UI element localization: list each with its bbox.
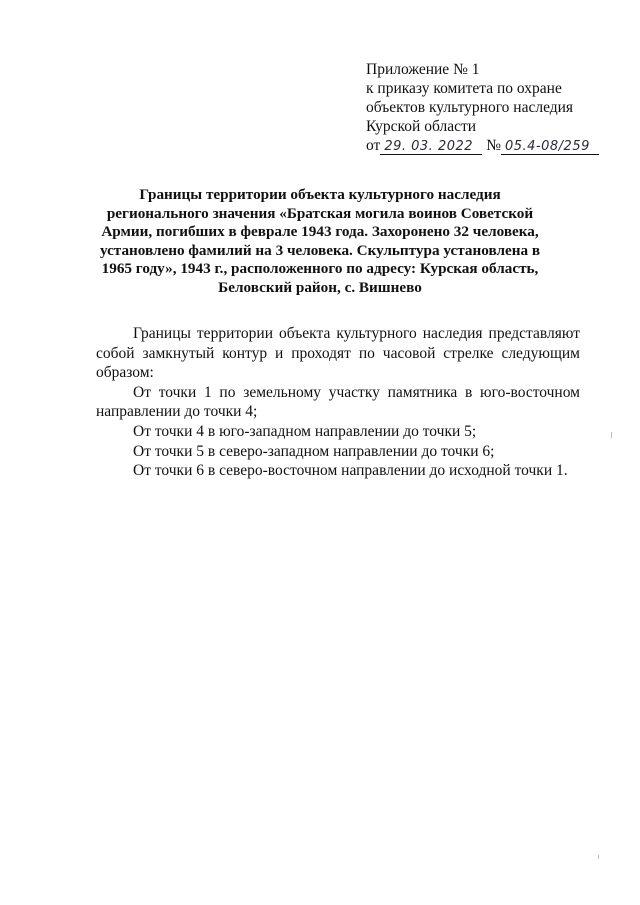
appendix-header: [366, 60, 626, 155]
scan-speck: [611, 432, 612, 438]
appendix-committee: объектов культурного наследия: [366, 99, 574, 116]
handwritten-order-number: 05.4-08/259: [501, 139, 599, 155]
paragraph-point-5: От точки 5 в северо-западном направлении до точки 6;: [133, 442, 495, 460]
date-prefix: от: [366, 137, 381, 154]
number-prefix: №: [486, 137, 501, 154]
appendix-order-ref: к приказу комитета по охране: [366, 80, 562, 97]
document-body: [96, 324, 580, 481]
appendix-region: Курской области: [366, 118, 477, 135]
paragraph-point-1: От точки 1 по земельному участку памятника в юго-восточном направлении до точки 4;: [96, 383, 580, 421]
handwritten-date: 29. 03. 2022: [380, 139, 482, 155]
appendix-date-line: [366, 136, 626, 155]
appendix-number: Приложение № 1: [366, 61, 480, 78]
paragraph-point-4: От точки 4 в юго-западном направлении до точки 5;: [133, 422, 477, 440]
paragraph-point-6: От точки 6 в северо-восточном направлении до исходной точки 1.: [133, 462, 568, 480]
scan-speck: [598, 855, 599, 859]
paragraph-intro: Границы территории объекта культурного наследия представляют собой замкнутый контур и проходят по часовой стрелке следующим образом:: [96, 325, 580, 382]
document-title: Границы территории объекта культурного наследия регионального значения «Братская могила воинов Советской Армии, погибших в феврале 1943 года. Захоронено 32 человека, установлено фамилий на 3 человека. Скульптура установлена в 1965 году», 1943 г., расположенного по адресу: Курская область, Беловский район, с. Вишнево: [99, 186, 541, 296]
